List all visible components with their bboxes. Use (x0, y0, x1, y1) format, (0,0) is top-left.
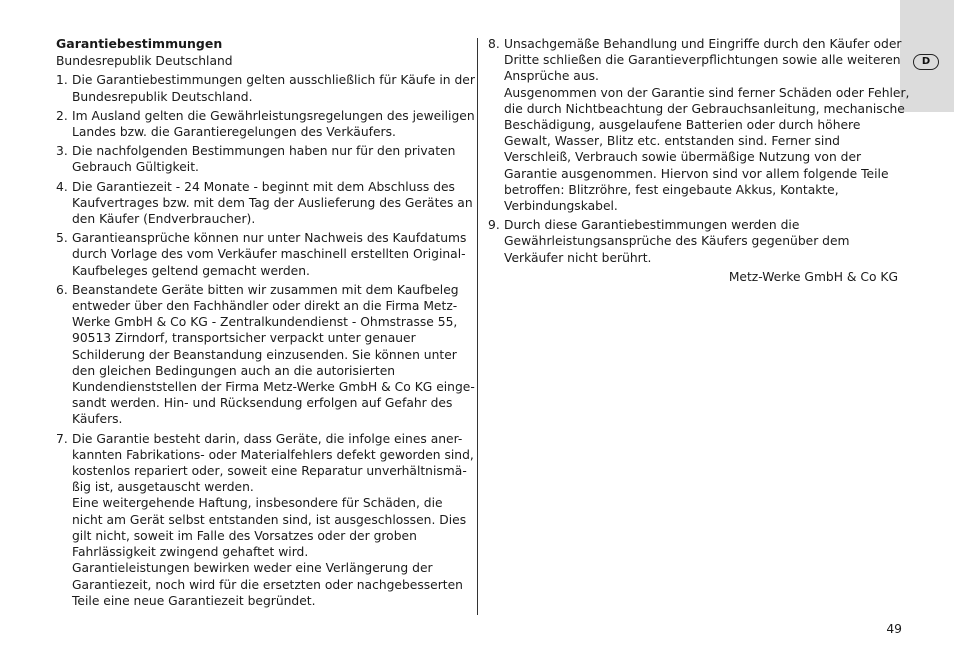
text-line: Beschädigung, ausgelaufene Batterien oder durch höhere (504, 118, 861, 133)
item-number: 3. (56, 144, 68, 159)
text-line: Käufers. (72, 412, 123, 427)
item-number: 9. (488, 218, 500, 233)
column-divider (477, 38, 478, 615)
text-line: nicht am Gerät selbst entstanden sind, ist ausgeschlossen. Dies (72, 512, 467, 527)
text-line: Die Garantiebestimmungen gelten ausschließlich für Käufe in der (72, 73, 475, 88)
text-line: gilt nicht, soweit im Falle des Vorsatzes oder der groben (72, 528, 417, 543)
text-line: Verbindungskabel. (504, 199, 618, 214)
text-line: kannten Fabrikations- oder Materialfehlers defekt geworden sind, (72, 447, 474, 462)
item-number: 6. (56, 282, 68, 297)
right-terms-list (488, 36, 910, 266)
text-line: Fahrlässigkeit zwingend gehaftet wird. (72, 545, 309, 560)
text-line: Verschleiß, Verbrauch sowie übermäßige Nutzung von der (504, 150, 862, 165)
item-number: 5. (56, 231, 68, 246)
list-item (56, 230, 466, 279)
text-line: den gleichen Bedingungen auch an die autorisierten (72, 363, 396, 378)
item-number: 4. (56, 179, 68, 194)
text-line: Die Garantie besteht darin, dass Geräte, die infolge eines aner- (72, 431, 463, 446)
text-line: Kundendienststellen der Firma Metz-Werke GmbH & Co KG einge- (72, 380, 475, 395)
text-line: Im Ausland gelten die Gewährleistungsregelungen des jeweiligen (72, 108, 475, 123)
text-line: Dritte schließen die Garantieverpflichtungen sowie alle weiteren (504, 53, 901, 68)
page-subtitle: Bundesrepublik Deutschland (56, 54, 233, 69)
item-text (504, 217, 900, 266)
text-line: betroffen: Blitzröhre, fest eingebaute Akkus, Kontakte, (504, 182, 839, 197)
text-line: Landes bzw. die Garantieregelungen des Verkäufers. (72, 125, 396, 140)
text-line: Kaufbeleges geltend gemacht werden. (72, 263, 310, 278)
item-text (72, 230, 466, 279)
text-line: ßig ist, ausgetauscht werden. (72, 480, 254, 495)
list-item (56, 282, 475, 428)
item-text (72, 179, 473, 228)
text-line: Kaufvertrages bzw. mit dem Tag der Auslieferung des Gerätes an (72, 195, 473, 210)
list-item (56, 143, 466, 175)
list-item (488, 217, 900, 266)
item-text (72, 72, 475, 104)
item-text (72, 282, 475, 428)
text-line: Unsachgemäße Behandlung und Eingriffe durch den Käufer oder (504, 37, 902, 51)
item-number: 7. (56, 431, 68, 446)
text-line: Gebrauch Gültigkeit. (72, 160, 199, 175)
text-line: 90513 Zirndorf, transportsicher verpackt unter genauer (72, 331, 416, 346)
text-line: den Käufer (Endverbraucher). (72, 212, 256, 227)
item-number: 1. (56, 73, 68, 88)
text-line: Garantieleistungen bewirken weder eine Verlängerung der (72, 561, 433, 576)
text-line: Werke GmbH & Co KG - Zentralkundendienst - Ohmstrasse 55, (72, 315, 458, 330)
text-line: Die Garantiezeit - 24 Monate - beginnt mit dem Abschluss des (72, 179, 455, 194)
text-line: Schilderung der Beanstandung einzusenden. Sie können unter (72, 347, 457, 362)
item-number: 2. (56, 108, 68, 123)
text-line: Ausgenommen von der Garantie sind ferner Schäden oder Fehler, (504, 85, 910, 100)
text-line: Verkäufer nicht berührt. (504, 250, 652, 265)
list-item (56, 179, 473, 228)
text-line: Gewährleistungsansprüche des Käufers gegenüber dem (504, 234, 850, 249)
text-line: Bundesrepublik Deutschland. (72, 89, 253, 104)
item-number: 8. (488, 37, 500, 51)
text-line: entweder über den Fachhändler oder direkt an die Firma Metz- (72, 299, 458, 314)
text-line: die durch Nichtbeachtung der Gebrauchsanleitung, mechanische (504, 101, 905, 116)
text-line: Garantie ausgenommen. Hiervon sind vor allem folgende Teile (504, 166, 889, 181)
text-line: kostenlos repariert oder, soweit eine Reparatur unverhältnismä- (72, 464, 467, 479)
item-text (504, 36, 909, 214)
language-badge: D (913, 54, 939, 70)
page-heading: Garantiebestimmungen (56, 36, 223, 51)
text-line: Teile eine neue Garantiezeit begründet. (72, 593, 316, 608)
text-line: Gewalt, Wasser, Blitz etc. entstanden sind. Ferner sind (504, 134, 840, 149)
text-line: Garantieansprüche können nur unter Nachweis des Kaufdatums (72, 231, 467, 246)
page-number: 49 (886, 622, 902, 636)
text-line: sandt werden. Hin- und Rücksendung erfolgen auf Gefahr des (72, 396, 453, 411)
left-terms-list (56, 72, 475, 609)
list-item (56, 72, 475, 104)
text-line: Durch diese Garantiebestimmungen werden die (504, 218, 800, 233)
text-line: Die nachfolgenden Bestimmungen haben nur für den privaten (72, 144, 456, 159)
right-column (488, 36, 910, 285)
left-column (56, 36, 475, 612)
item-text (72, 108, 475, 140)
item-text (72, 431, 474, 609)
company-signature: Metz-Werke GmbH & Co KG (728, 269, 898, 284)
text-line: Beanstandete Geräte bitten wir zusammen mit dem Kaufbeleg (72, 282, 459, 297)
text-line: Garantiezeit, noch wird für die ersetzten oder nachgebesserten (72, 577, 463, 592)
list-item (56, 108, 475, 140)
text-line: Ansprüche aus. (504, 69, 599, 84)
list-item (56, 431, 474, 609)
text-line: Eine weitergehende Haftung, insbesondere für Schäden, die (72, 496, 443, 511)
list-item (488, 36, 910, 214)
item-text (72, 143, 466, 175)
text-line: durch Vorlage des vom Verkäufer maschinell erstellten Original- (72, 247, 466, 262)
